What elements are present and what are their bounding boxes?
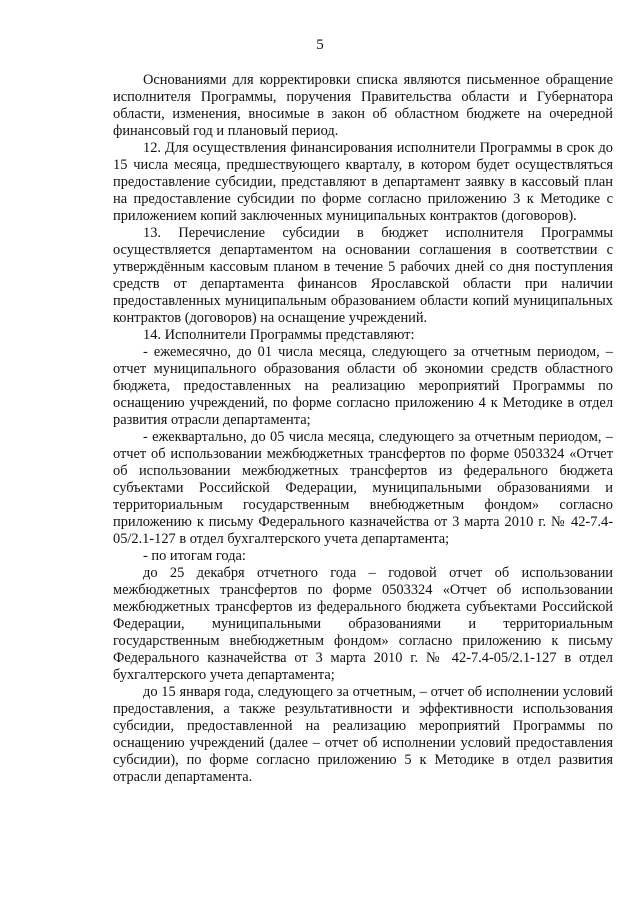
paragraph-14-reporting-heading: 14. Исполнители Программы представляют:	[143, 327, 415, 343]
paragraph-quarterly-report: - ежеквартально, до 05 числа месяца, следующего за отчетным периодом, – отчет об использовании межбюджетных трансфертов по форме 0503324 «Отчет об использовании межбюджетных трансфертов из федерального бюджета субъектами Российской Федерации, муниципальными образованиями и территориальным государственным внебюджетным фондом» согласно приложению к письму Федерального казначейства от 3 марта 2010 г. № 42-7.4-05/2.1-127 в отдел бухгалтерского учета департамента;	[113, 429, 613, 547]
paragraph-12-financing-request: 12. Для осуществления финансирования исполнители Программы в срок до 15 числа месяца, предшествующего кварталу, в котором будет осуществляться предоставление субсидии, представляют в департамент заявку в кассовый план на предоставление субсидии по форме согласно приложению 3 к Методике с приложением копий заключенных муниципальных контрактов (договоров).	[113, 140, 613, 224]
paragraph-monthly-report: - ежемесячно, до 01 числа месяца, следующего за отчетным периодом, – отчет муниципального образования области об экономии средств областного бюджета, предоставленных на реализацию мероприятий Программы по оснащению учреждений, по форме согласно приложению 4 к Методике в отдел развития отрасли департамента;	[113, 344, 613, 428]
paragraph-annual-report-december: до 25 декабря отчетного года – годовой отчет об использовании межбюджетных трансфертов по форме 0503324 «Отчет об использовании межбюджетных трансфертов из федерального бюджета субъектами Российской Федерации, муниципальными образованиями и территориальным государственным внебюджетным фондом» согласно приложению к письму Федерального казначейства от 3 марта 2010 г. № 42-7.4-05/2.1-127 в отдел бухгалтерского учета департамента;	[113, 565, 613, 683]
body-text	[113, 72, 613, 786]
page-number: 5	[316, 37, 324, 53]
paragraph-annual-heading: - по итогам года:	[143, 548, 246, 564]
paragraph-13-subsidy-transfer: 13. Перечисление субсидии в бюджет исполнителя Программы осуществляется департаментом на основании соглашения в соответствии с утверждённым кассовым планом в течение 5 рабочих дней со дня поступления средств от департамента финансов Ярославской области при наличии предоставленных муниципальным образованием области копий муниципальных контрактов (договоров) на оснащение учреждений.	[113, 225, 613, 326]
paragraph-grounds-for-correction: Основаниями для корректировки списка являются письменное обращение исполнителя Программы, поручения Правительства области и Губернатора области, изменения, вносимые в закон об областном бюджете на очередной финансовый год и плановый период.	[113, 72, 613, 139]
paragraph-annual-report-january: до 15 января года, следующего за отчетным, – отчет об исполнении условий предоставления, а также результативности и эффективности использования субсидии, предоставленной на реализацию мероприятий Программы по оснащению учреждений (далее – отчет об исполнении условий предоставления субсидии), по форме согласно приложению 5 к Методике в отдел развития отрасли департамента.	[113, 684, 613, 785]
